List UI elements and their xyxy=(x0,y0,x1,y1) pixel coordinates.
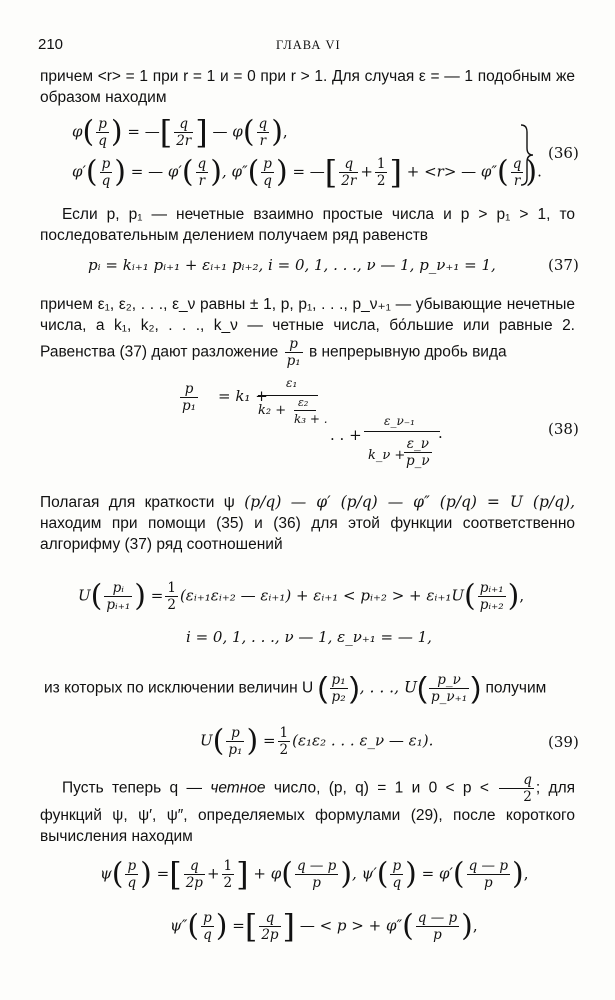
math-token: Пусть теперь q — xyxy=(62,779,202,797)
bracket: ( xyxy=(417,671,428,705)
bracket: ) xyxy=(215,908,228,944)
math-token: q xyxy=(98,133,107,149)
bracket: ) xyxy=(275,154,288,190)
math-token: p xyxy=(180,381,198,398)
bracket: ) xyxy=(525,154,538,190)
bracket: ( xyxy=(452,856,465,892)
bracket: ) xyxy=(110,114,123,150)
eq36-line-2 xyxy=(72,153,542,192)
bracket: ) xyxy=(140,856,152,892)
fraction xyxy=(330,672,348,705)
bracket: ) xyxy=(511,856,524,892)
frac-bar-1 xyxy=(258,395,318,396)
fraction xyxy=(295,858,338,891)
bracket: ) xyxy=(471,671,482,705)
math-token: q xyxy=(203,927,212,943)
fraction xyxy=(404,436,432,469)
fraction xyxy=(125,858,138,891)
bracket: ] xyxy=(389,153,402,192)
eq39 xyxy=(200,725,433,758)
math-token: k₂ + xyxy=(258,403,287,418)
fraction xyxy=(165,580,178,613)
math-token: , φ″ xyxy=(221,162,248,181)
math-token: четное xyxy=(210,779,266,797)
math-token: φ xyxy=(72,122,83,141)
math-token: p xyxy=(285,336,303,353)
page-header xyxy=(38,36,578,56)
math-token: p xyxy=(98,116,107,132)
fraction xyxy=(259,910,280,943)
fraction xyxy=(467,858,510,891)
math-token: 1 xyxy=(223,858,233,874)
math-token: ψ″ xyxy=(170,916,188,935)
math-token: + φ xyxy=(253,864,282,883)
math-token: . . + xyxy=(330,426,362,444)
math-token: q xyxy=(392,875,402,891)
bracket: ( xyxy=(376,856,389,892)
fraction xyxy=(196,156,209,189)
math-token: 2 xyxy=(223,875,233,891)
math-token: ε₂ xyxy=(298,396,309,409)
fraction xyxy=(96,116,109,149)
math-token: p xyxy=(101,156,111,172)
fraction xyxy=(201,910,214,943)
math-token: q xyxy=(258,116,268,132)
bracket: [ xyxy=(324,153,338,192)
math-token: q xyxy=(127,875,137,891)
math-token: 2p xyxy=(185,875,203,891)
eq37-number: (37) xyxy=(548,256,579,274)
math-token: q xyxy=(259,910,280,927)
math-token: = xyxy=(150,586,164,605)
eq37: pᵢ = kᵢ₊₁ pᵢ₊₁ + εᵢ₊₁ pᵢ₊₂, i = 0, 1, . . ., ν — 1, p_ν₊₁ = 1, xyxy=(88,256,496,274)
math-token: — φ xyxy=(212,122,243,141)
math-token: 1 xyxy=(376,156,386,172)
bracket: ] xyxy=(236,855,249,894)
math-token: , xyxy=(282,122,288,141)
bracket: [ xyxy=(244,907,258,946)
math-token: получим xyxy=(485,679,547,697)
math-token: pᵢ₊₁ xyxy=(106,597,131,613)
math-token: q — p xyxy=(468,858,508,874)
paragraph-4: Полагая для краткости ψ (p/q) — φ′ (p/q) — φ″ (p/q) = U (p/q), находим при помощи (35) и (36) для этой функции соответственно алгорифму (37) ряд соотношений xyxy=(40,493,575,553)
bracket: ) xyxy=(246,723,259,759)
math-token: + <r> — φ″ xyxy=(406,162,498,181)
eq-last-line-1 xyxy=(100,855,529,894)
math-token: = xyxy=(232,916,245,935)
math-token: , . . ., U xyxy=(359,678,418,697)
math-token: находим при помощи (35) и (36) для этой функции соответственно алгорифму (37) ряд соотношений xyxy=(40,515,575,553)
math-token: 2r xyxy=(176,133,192,149)
bracket: ( xyxy=(317,671,328,705)
math-token: q xyxy=(197,156,207,172)
fraction xyxy=(261,156,274,189)
bracket: ( xyxy=(82,114,95,150)
math-token: = — xyxy=(292,162,325,181)
bracket: ( xyxy=(85,154,98,190)
eq38-number: (38) xyxy=(548,420,579,438)
bracket: ( xyxy=(181,154,194,190)
math-token: p xyxy=(433,927,442,943)
fraction xyxy=(499,772,534,805)
math-token: q xyxy=(339,156,358,173)
fraction xyxy=(478,580,506,613)
math-token: k₃ + . xyxy=(294,412,328,426)
fraction xyxy=(429,672,469,705)
math-token: , xyxy=(519,586,525,605)
math-token: = — φ′ xyxy=(130,162,182,181)
bracket: ( xyxy=(247,154,260,190)
math-token: p xyxy=(127,858,137,874)
math-token: ε_ν₋₁ xyxy=(384,414,415,428)
math-token: pᵢ₊₂ xyxy=(479,597,504,613)
math-token: r xyxy=(259,133,267,149)
bracket: ) xyxy=(405,856,417,892)
bracket: ) xyxy=(507,578,520,614)
paragraph-1: причем <r> = 1 при r = 1 и = 0 при r > 1. Для случая ε = — 1 подобным же образом находим xyxy=(40,68,575,106)
math-token: — < p > + φ″ xyxy=(299,916,403,935)
math-token: = k₁ + xyxy=(218,387,268,405)
bracket: ) xyxy=(340,856,353,892)
math-token: p_ν xyxy=(429,672,469,689)
math-token: ψ xyxy=(100,864,112,883)
paragraph-3 xyxy=(40,294,575,369)
math-token: (ε₁ε₂ . . . ε_ν — ε₁). xyxy=(292,731,434,750)
math-token: . xyxy=(537,162,542,181)
math-token: ε₁ xyxy=(286,376,298,390)
math-token: p xyxy=(203,910,212,926)
bracket: ( xyxy=(90,578,103,614)
bracket: ) xyxy=(271,114,283,150)
fraction xyxy=(180,381,198,414)
fraction xyxy=(390,858,403,891)
eq36-number: (36) xyxy=(548,144,579,162)
math-token: , xyxy=(523,864,529,883)
fraction xyxy=(416,910,459,943)
math-token: q xyxy=(512,156,522,172)
math-token: 2 xyxy=(167,597,176,613)
math-token: q xyxy=(184,858,205,875)
bracket: ( xyxy=(497,154,509,190)
bracket: ( xyxy=(187,908,200,944)
bracket: ( xyxy=(402,908,414,944)
bracket: [ xyxy=(159,113,173,152)
math-token: = xyxy=(156,864,170,883)
bracket: ( xyxy=(242,114,255,150)
bracket: ( xyxy=(464,578,476,614)
math-token: 2 xyxy=(523,789,532,805)
math-token: p xyxy=(483,875,493,891)
math-token: 1 xyxy=(167,580,176,596)
bracket: ) xyxy=(461,908,473,944)
bracket: ] xyxy=(195,113,208,152)
math-token: 2r xyxy=(341,173,357,189)
math-token: U xyxy=(78,586,91,605)
fraction xyxy=(339,156,358,189)
math-token: 2 xyxy=(279,742,289,758)
math-token: p₁ xyxy=(228,742,243,758)
math-token: p₂ xyxy=(331,689,346,705)
math-token: = — xyxy=(127,122,160,141)
math-token: = φ′ xyxy=(421,864,453,883)
math-token: pᵢ xyxy=(104,580,132,597)
math-token: p₁ xyxy=(331,672,346,688)
fraction xyxy=(100,156,113,189)
bracket: ) xyxy=(114,154,127,190)
bracket: ) xyxy=(134,578,146,614)
math-token: — φ′ (p/q) — φ″ (p/q) = U (p/q), xyxy=(290,493,575,511)
math-token: p xyxy=(312,875,321,891)
page-number: 210 xyxy=(38,36,64,53)
math-token: число, (p, q) = 1 и 0 < p < xyxy=(273,779,489,797)
math-token: 2p xyxy=(261,927,279,943)
math-token: p₁ xyxy=(182,398,197,414)
fraction xyxy=(278,725,291,758)
math-token: r xyxy=(198,173,206,189)
math-token: p xyxy=(392,858,402,874)
math-token: r xyxy=(513,173,521,189)
fraction xyxy=(285,336,303,369)
math-token: 2 xyxy=(376,173,386,189)
fraction xyxy=(375,156,388,189)
math-token: ; для функций ψ, ψ′, ψ″, определяемых формулами (29), после короткого вычисления находим xyxy=(40,779,576,845)
paragraph-2: Если p, p₁ — нечетные взаимно простые числа и p > p₁ > 1, то последовательным делением получаем ряд равенств xyxy=(40,206,575,244)
math-token: p_ν xyxy=(406,453,430,469)
math-token: p₁ xyxy=(286,353,301,369)
eq-last-line-2 xyxy=(170,907,478,946)
math-token: q xyxy=(101,173,111,189)
fraction xyxy=(226,725,244,758)
eq39-number: (39) xyxy=(548,733,579,751)
bracket: ( xyxy=(281,856,293,892)
math-token: + xyxy=(206,864,220,883)
math-token: k_ν + xyxy=(368,448,406,463)
math-token: q xyxy=(499,772,534,789)
eq-u-line-2: i = 0, 1, . . ., ν — 1, ε_ν₊₁ = — 1, xyxy=(186,628,432,646)
math-token: в непрерывную дробь вида xyxy=(308,343,507,361)
frac-bar-2 xyxy=(294,410,316,411)
math-token: . xyxy=(438,424,443,442)
math-token: из которых по исключении величин U xyxy=(44,679,314,697)
bracket: ] xyxy=(282,907,296,946)
math-token: p xyxy=(263,156,272,172)
frac-bar-3 xyxy=(364,431,440,432)
eq36-line-1 xyxy=(72,113,288,152)
math-token: , ψ′ xyxy=(352,864,377,883)
math-token: q — p xyxy=(417,910,458,926)
fraction xyxy=(104,580,132,613)
fraction xyxy=(174,116,193,149)
math-token: причем ε₁, ε₂, . . ., ε_ν равны ± 1, p, p₁, . . ., p_ν₊₁ — убывающие нечетные числа, а k₁, k₂, . . ., k_ν — четные числа, бо́льшие или равные 2. Равенства (37) дают разложение xyxy=(40,296,575,361)
paragraph-5 xyxy=(44,672,546,705)
math-token: , xyxy=(472,916,478,935)
bracket: [ xyxy=(169,855,182,894)
math-token: pᵢ₊₁ xyxy=(479,580,504,596)
bracket: ) xyxy=(210,154,222,190)
fraction xyxy=(184,858,205,891)
math-token: + xyxy=(360,162,373,181)
math-token: φ′ xyxy=(72,162,86,181)
math-token: U xyxy=(200,731,213,750)
bracket: ( xyxy=(212,723,225,759)
math-token: (εᵢ₊₁εᵢ₊₂ — εᵢ₊₁) + εᵢ₊₁ < pᵢ₊₂ > + εᵢ₊₁U xyxy=(179,586,465,605)
math-token: q xyxy=(263,173,272,189)
fraction xyxy=(222,858,235,891)
math-token: = xyxy=(262,731,276,750)
fraction xyxy=(257,116,270,149)
bracket: ( xyxy=(111,856,124,892)
chapter-title: ГЛАВА VI xyxy=(276,38,341,52)
paragraph-6 xyxy=(40,772,575,847)
math-token: q xyxy=(174,116,193,133)
math-token: 1 xyxy=(279,725,289,741)
eq-u-line-1 xyxy=(78,580,524,613)
math-token: ε_ν xyxy=(404,436,432,453)
math-token: p xyxy=(226,725,244,742)
math-token: p_ν₊₁ xyxy=(431,689,468,705)
right-brace-icon xyxy=(519,124,535,186)
bracket: ) xyxy=(349,671,360,705)
math-token: q — p xyxy=(296,858,337,874)
math-token: Полагая для краткости ψ xyxy=(40,494,235,511)
